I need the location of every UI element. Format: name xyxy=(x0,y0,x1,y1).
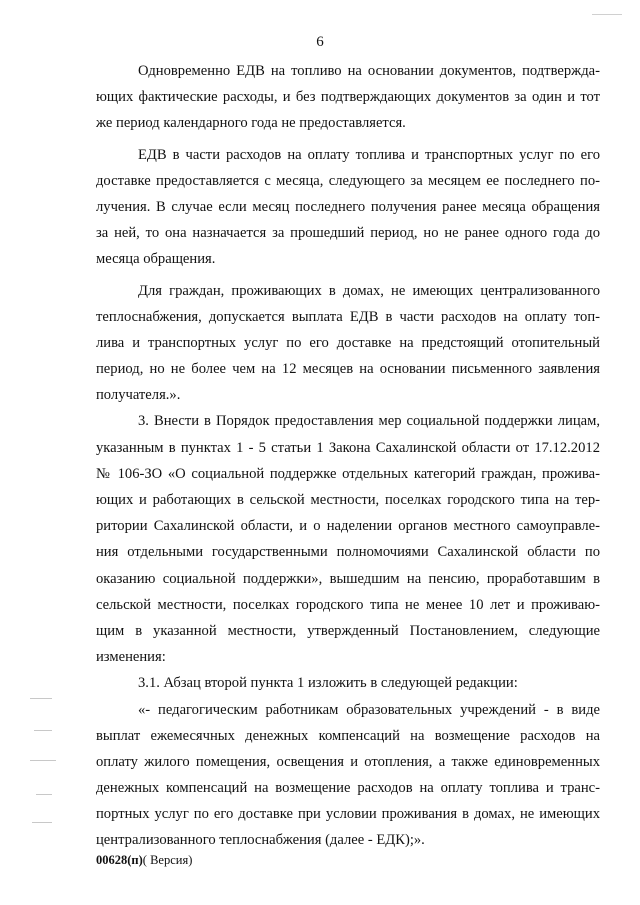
document-footer xyxy=(96,853,192,868)
text-line: 3. Внести в Порядок предоставления мер социальной поддержки лицам, xyxy=(138,413,600,430)
text-line: сельской местности, поселках городского типа не менее 10 лет и проживаю- xyxy=(96,596,600,613)
text-line: за ней, то она назначается за прошедший период, но не ранее одного года до xyxy=(96,225,600,242)
text-line: лучения. В случае если месяц последнего получения ранее месяца обращения xyxy=(96,198,600,215)
text-line: «- педагогическим работникам образовательных учреждений - в виде xyxy=(138,701,600,718)
text-line: период, но не более чем на 12 месяцев на основании письменного заявления xyxy=(96,361,600,378)
text-line: 3.1. Абзац второй пункта 1 изложить в следующей редакции: xyxy=(138,675,518,692)
text-line: Для граждан, проживающих в домах, не имеющих централизованного xyxy=(138,282,600,299)
text-line: ния отдельными государственными полномочиями Сахалинской области по xyxy=(96,544,600,561)
text-line: лива и транспортных услуг по его доставке на предстоящий отопительный xyxy=(96,334,600,351)
text-line: № 106-ЗО «О социальной поддержке отдельных категорий граждан, прожива- xyxy=(96,465,600,482)
text-line: оплату жилого помещения, освещения и отопления, а также единовременных xyxy=(96,753,600,770)
scan-artifact xyxy=(30,690,70,840)
text-line: оказанию социальной поддержки», вышедшим на пенсию, проработавшим в xyxy=(96,570,600,587)
text-line: изменения: xyxy=(96,649,166,666)
text-line: Одновременно ЕДВ на топливо на основании документов, подтвержда- xyxy=(138,63,600,79)
text-line: ющих и работающих в сельской местности, поселках городского типа на тер- xyxy=(96,492,600,508)
text-line: портных услуг по его доставке при условии проживания в домах, не имеющих xyxy=(96,806,600,823)
text-line: же период календарного года не предоставляется. xyxy=(96,115,406,132)
text-line: ющих фактические расходы, и без подтверждающих документов за один и тот xyxy=(96,89,600,106)
text-line: ЕДВ в части расходов на оплату топлива и транспортных услуг по его xyxy=(138,146,600,163)
scan-artifact xyxy=(592,14,622,15)
text-line: теплоснабжения, допускается выплата ЕДВ в части расходов на оплату топ- xyxy=(96,308,600,325)
text-line: ритории Сахалинской области, и о наделении органов местного самоуправле- xyxy=(96,518,600,535)
text-line: щим в указанной местности, утвержденный Постановлением, следующие xyxy=(96,622,600,639)
text-line: централизованного теплоснабжения (далее - ЕДК);». xyxy=(96,832,425,849)
text-line: указанным в пунктах 1 - 5 статьи 1 Закона Сахалинской области от 17.12.2012 xyxy=(96,439,600,456)
text-line: доставке предоставляется с месяца, следующего за месяцем ее последнего по- xyxy=(96,172,600,189)
text-line: выплат ежемесячных денежных компенсаций на возмещение расходов на xyxy=(96,727,600,744)
text-line: получателя.». xyxy=(96,387,181,404)
document-body xyxy=(96,58,600,854)
document-code: 00628(п) xyxy=(96,853,143,867)
text-line: месяца обращения. xyxy=(96,251,216,268)
version-label: ( Версия) xyxy=(142,853,193,867)
page-number: 6 xyxy=(316,34,324,50)
text-line: денежных компенсаций на возмещение расходов на оплату топлива и транс- xyxy=(96,780,600,797)
